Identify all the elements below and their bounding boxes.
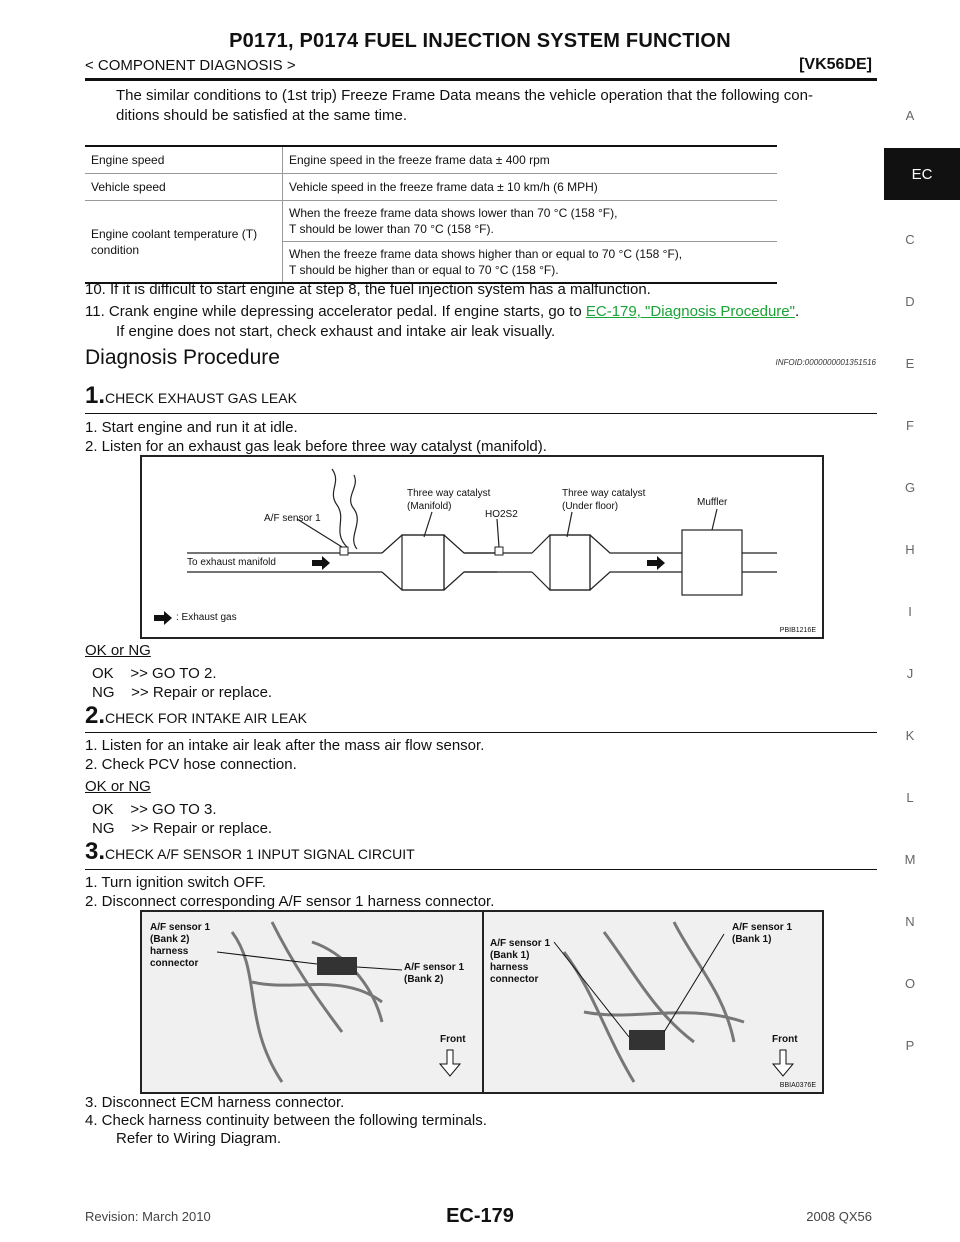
step-1-header xyxy=(85,382,297,410)
side-index-ec-active[interactable]: EC xyxy=(884,148,960,200)
step-1-item-2: 2. Listen for an exhaust gas leak before three way catalyst (manifold). xyxy=(85,438,547,455)
step-rule xyxy=(85,869,877,870)
step-number: 1. xyxy=(85,382,106,409)
side-index-p[interactable]: P xyxy=(905,1038,915,1053)
left-sensor-label xyxy=(404,962,464,986)
diagnosis-procedure-link[interactable]: EC-179, "Diagnosis Procedure" xyxy=(585,303,795,320)
step-10: 10. If it is difficult to start engine at step 8, the fuel injection system has a malfunction. xyxy=(85,281,651,298)
side-index-e[interactable]: E xyxy=(905,356,915,371)
step-2-item-1: 1. Listen for an intake air leak after the mass air flow sensor. xyxy=(85,737,485,754)
left-connector-label xyxy=(150,922,210,970)
label-line: A/F sensor 1 xyxy=(404,962,465,973)
label-line: connector xyxy=(490,974,539,985)
af-sensor-marker xyxy=(340,547,348,555)
table-row xyxy=(85,174,777,201)
step-2-item-2: 2. Check PCV hose connection. xyxy=(85,756,297,773)
step-3-item-2: 2. Disconnect corresponding A/F sensor 1 harness connector. xyxy=(85,893,495,910)
left-bank-photo xyxy=(142,912,482,1092)
exhaust-flow-arrow-icon xyxy=(647,556,665,570)
result-ng: NG >> Repair or replace. xyxy=(92,684,273,701)
twc-under-label-line2: (Under floor) xyxy=(562,501,619,512)
twc-manifold-label-line1: Three way catalyst xyxy=(407,488,491,499)
ho2s2-marker xyxy=(495,547,503,555)
step-3-item-1: 1. Turn ignition switch OFF. xyxy=(85,874,266,891)
right-front-label: Front xyxy=(772,1034,798,1045)
table-cell-label: Engine coolant temperature (T) condition xyxy=(91,226,258,257)
table-cell-value: Vehicle speed in the freeze frame data ± 10 km/h (6 MPH) xyxy=(283,174,778,201)
info-id: INFOID:0000000001351516 xyxy=(775,358,876,367)
connector-shape xyxy=(629,1030,665,1050)
legend-label: : Exhaust gas xyxy=(176,612,237,623)
page-number: EC-179 xyxy=(446,1205,514,1227)
side-index-c[interactable]: C xyxy=(905,232,915,247)
step-3-item-3: 3. Disconnect ECM harness connector. xyxy=(85,1094,345,1111)
step-rule xyxy=(85,732,877,733)
to-manifold-label: To exhaust manifold xyxy=(187,557,276,568)
exhaust-system-diagram xyxy=(140,455,824,639)
step-1-item-1: 1. Start engine and run it at idle. xyxy=(85,419,298,436)
step-number: 2. xyxy=(85,702,106,729)
table-cell-label: Engine speed xyxy=(85,147,283,174)
side-index-l[interactable]: L xyxy=(906,790,914,805)
step-3-item-4-note: Refer to Wiring Diagram. xyxy=(116,1130,282,1147)
right-sensor-label xyxy=(732,922,792,946)
step-3-item-4: 4. Check harness continuity between the following terminals. xyxy=(85,1112,487,1129)
exhaust-diagram-svg xyxy=(142,457,822,637)
legend-arrow-icon xyxy=(154,611,172,625)
page-title: P0171, P0174 FUEL INJECTION SYSTEM FUNCTION xyxy=(229,30,731,52)
coolant-cond-b-line2: T should be higher than or equal to 70 °C (158 °F). xyxy=(289,263,559,277)
coolant-cond-a-line2: T should be lower than 70 °C (158 °F). xyxy=(289,222,494,236)
step-2-header xyxy=(85,702,307,730)
step-number: 3. xyxy=(85,838,106,865)
af-sensor-label: A/F sensor 1 xyxy=(264,513,321,524)
result-label: OK or NG xyxy=(85,778,151,795)
twc-manifold-label-line2: (Manifold) xyxy=(407,501,452,512)
step-11-text: 11. Crank engine while depressing accelerator pedal. If engine starts, go to xyxy=(85,303,586,320)
step-11-line-2: If engine does not start, check exhaust and intake air leak visually. xyxy=(116,323,556,340)
side-index-f[interactable]: F xyxy=(906,418,914,433)
step-3-header xyxy=(85,838,415,866)
side-index-k[interactable]: K xyxy=(905,728,915,743)
table-row xyxy=(85,147,777,174)
front-arrow-icon xyxy=(440,1050,460,1076)
muffler-label: Muffler xyxy=(697,497,728,508)
header-rule xyxy=(85,78,877,81)
result-label: OK or NG xyxy=(85,642,151,659)
intro-paragraph xyxy=(116,86,876,126)
table-cell-value xyxy=(283,242,778,283)
freeze-frame-table xyxy=(85,145,777,284)
label-line: harness xyxy=(150,946,189,957)
step-title: CHECK EXHAUST GAS LEAK xyxy=(105,390,297,406)
ho2s2-label: HO2S2 xyxy=(485,509,518,520)
model-year: 2008 QX56 xyxy=(806,1209,872,1224)
step-title: CHECK FOR INTAKE AIR LEAK xyxy=(105,710,308,726)
exhaust-flow-arrow-icon xyxy=(312,556,330,570)
breadcrumb: < COMPONENT DIAGNOSIS > xyxy=(85,57,296,74)
label-line: A/F sensor 1 xyxy=(490,938,551,949)
coolant-cond-b-line1: When the freeze frame data shows higher than or equal to 70 °C (158 °F), xyxy=(289,247,683,261)
left-front-label: Front xyxy=(440,1034,466,1045)
table-cell-value: Engine speed in the freeze frame data ± 400 rpm xyxy=(283,147,778,174)
right-connector-label xyxy=(490,938,550,986)
figure-code: PBIB1216E xyxy=(779,627,816,634)
side-index-a[interactable]: A xyxy=(905,108,915,123)
step-11 xyxy=(85,302,877,322)
result-ok: OK >> GO TO 3. xyxy=(92,801,217,818)
right-bank-photo xyxy=(484,912,822,1092)
step-title: CHECK A/F SENSOR 1 INPUT SIGNAL CIRCUIT xyxy=(105,846,415,862)
revision-date: Revision: March 2010 xyxy=(85,1209,211,1224)
intro-line-1: The similar conditions to (1st trip) Freeze Frame Data means the vehicle operation that the following con- xyxy=(116,87,813,104)
engine-code: [VK56DE] xyxy=(799,56,872,73)
section-heading: Diagnosis Procedure xyxy=(85,346,280,369)
label-line: (Bank 1) xyxy=(490,950,530,961)
label-line: A/F sensor 1 xyxy=(732,922,793,933)
front-arrow-icon xyxy=(773,1050,793,1076)
intro-line-2: ditions should be satisfied at the same time. xyxy=(116,107,407,124)
side-index-h[interactable]: H xyxy=(905,542,915,557)
label-line: A/F sensor 1 xyxy=(150,922,211,933)
table-cell-value xyxy=(283,201,778,242)
step-rule xyxy=(85,413,877,414)
side-index-o[interactable]: O xyxy=(904,976,916,991)
side-index-d[interactable]: D xyxy=(905,294,915,309)
label-line: (Bank 2) xyxy=(404,974,444,985)
step-11-period: . xyxy=(794,303,800,320)
label-line: (Bank 1) xyxy=(732,934,772,945)
label-line: connector xyxy=(150,958,199,969)
twc-manifold-label xyxy=(407,487,490,513)
table-cell-label: Vehicle speed xyxy=(85,174,283,201)
side-index-g[interactable]: G xyxy=(904,480,916,495)
label-line: (Bank 2) xyxy=(150,934,190,945)
twc-under-floor-label xyxy=(562,487,645,513)
side-index-m[interactable]: M xyxy=(904,852,916,867)
table-row xyxy=(85,201,777,242)
result-ok: OK >> GO TO 2. xyxy=(92,665,217,682)
twc-under-label-line1: Three way catalyst xyxy=(562,488,646,499)
side-index-i[interactable]: I xyxy=(908,604,912,619)
result-ng: NG >> Repair or replace. xyxy=(92,820,273,837)
side-index-j[interactable]: J xyxy=(906,666,914,681)
connector-shape xyxy=(317,957,357,975)
af-sensor-connector-figure xyxy=(140,910,824,1094)
label-line: harness xyxy=(490,962,529,973)
side-index-n[interactable]: N xyxy=(905,914,915,929)
coolant-cond-a-line1: When the freeze frame data shows lower than 70 °C (158 °F), xyxy=(289,206,618,220)
figure-code: BBIA0376E xyxy=(779,1082,816,1089)
